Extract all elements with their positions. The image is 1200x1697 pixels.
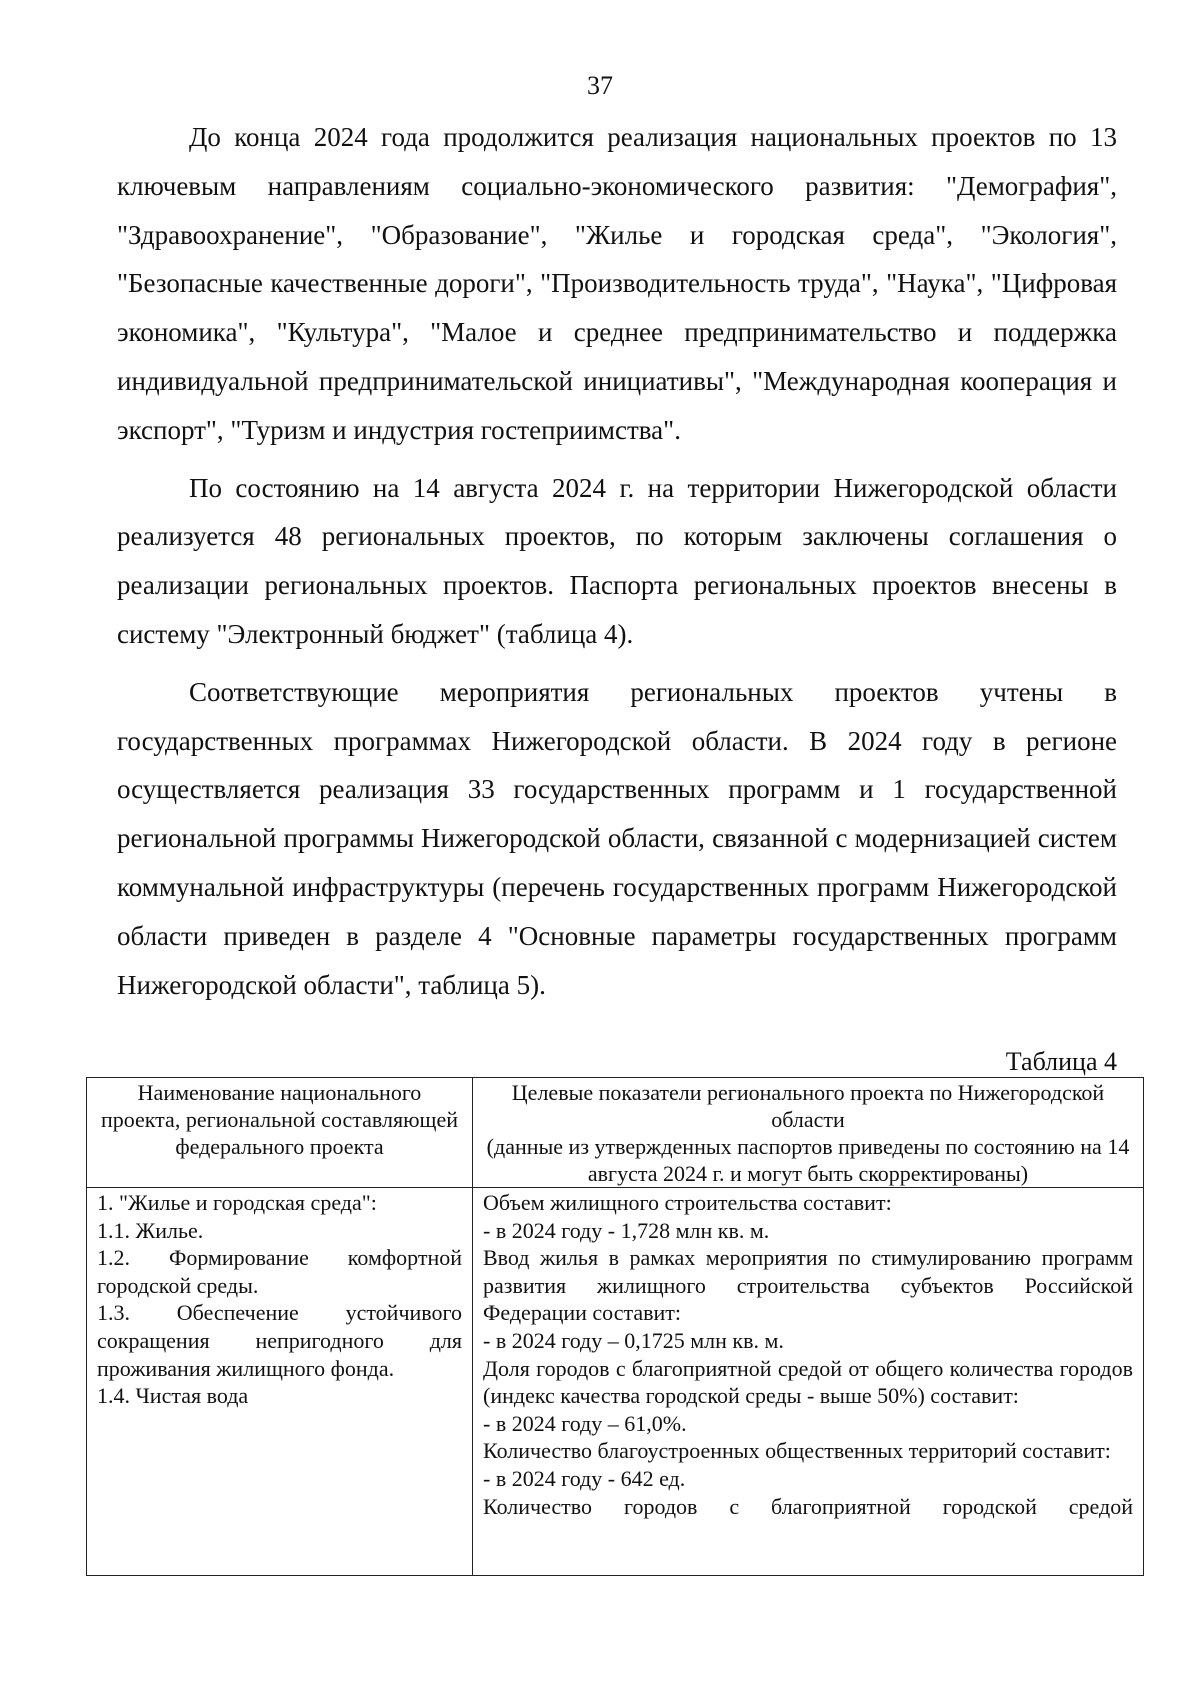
list-item: - в 2024 году – 61,0%. (483, 1410, 687, 1436)
indicators-cell (473, 1188, 1144, 1576)
list-item: - в 2024 году - 642 ед. (483, 1465, 686, 1491)
paragraph-state-programs: Соответствующие мероприятия региональных проектов учтены в государственных программах Нижегородской области. В 2024 году в регионе осуществляется реализация 33 государственных программ и 1 государственной региональной программы Нижегородской области, связанной с модернизацией систем коммунальной инфраструктуры (перечень государственных программ Нижегородской области приведен в разделе 4 "Основные параметры государственных программ Нижегородской области", таблица 5). (117, 676, 1117, 1000)
list-item: Количество благоустроенных общественных территорий составит: (483, 1438, 1111, 1464)
paragraph-regional-projects: По состоянию на 14 августа 2024 г. на территории Нижегородской области реализуется 48 региональных проектов, по которым заключены соглашения о реализации региональных проектов. Паспорта региональных проектов внесены в систему "Электронный бюджет" (таблица 4). (117, 472, 1117, 649)
list-item: 1.1. Жилье. (97, 1217, 204, 1243)
list-item: Объем жилищного строительства составит: (483, 1190, 892, 1215)
page-number: 37 (587, 71, 613, 100)
header-cell-target-indicators (473, 1078, 1144, 1188)
list-item: 1.4. Чистая вода (97, 1383, 249, 1409)
paragraph-national-projects: До конца 2024 года продолжится реализация национальных проектов по 13 ключевым направлениям социально-экономического развития: "Демография", "Здравоохранение", "Образование", "Жилье и городская среда", "Экология", "Безопасные качественные дороги", "Производительность труда", "Наука", "Цифровая экономика", "Культура", "Малое и среднее предпринимательство и поддержка индивидуальной предпринимательской инициативы", "Международная кооперация и экспорт", "Туризм и индустрия гостеприимства". (117, 122, 1117, 445)
table-caption: Таблица 4 (1005, 1047, 1117, 1076)
project-name-cell (87, 1188, 473, 1576)
list-item: - в 2024 году - 1,728 млн кв. м. (483, 1217, 770, 1243)
header-cell-project-name (87, 1078, 473, 1188)
list-item: Доля городов с благоприятной средой от общего количества городов (индекс качества городской среды - выше 50%) составит: (483, 1355, 1133, 1409)
table-4 (86, 1077, 1144, 1576)
list-item: - в 2024 году – 0,1725 млн кв. м. (483, 1327, 784, 1353)
table-header-row (87, 1078, 1144, 1188)
header-col1-text: Наименование национального проекта, региональной составляющей федерального проекта (100, 1080, 459, 1159)
list-item: Количество городов с благоприятной городской средой (483, 1493, 1133, 1519)
list-item: 1.2. Формирование комфортной городской среды. (97, 1245, 462, 1298)
table-row (87, 1188, 1144, 1576)
header-col2-note: (данные из утвержденных паспортов приведены по состоянию на 14 августа 2024 г. и могут быть скорректированы) (486, 1134, 1130, 1186)
list-item: 1. "Жилье и городская среда": (97, 1190, 377, 1215)
list-item: 1.3. Обеспечение устойчивого сокращения непригодного для проживания жилищного фонда. (97, 1300, 462, 1381)
header-col2-title: Целевые показатели регионального проекта по Нижегородской области (511, 1080, 1105, 1132)
body-text (117, 113, 1117, 1009)
list-item: Ввод жилья в рамках мероприятия по стимулированию программ развития жилищного строительства субъектов Российской Федерации составит: (483, 1245, 1133, 1326)
